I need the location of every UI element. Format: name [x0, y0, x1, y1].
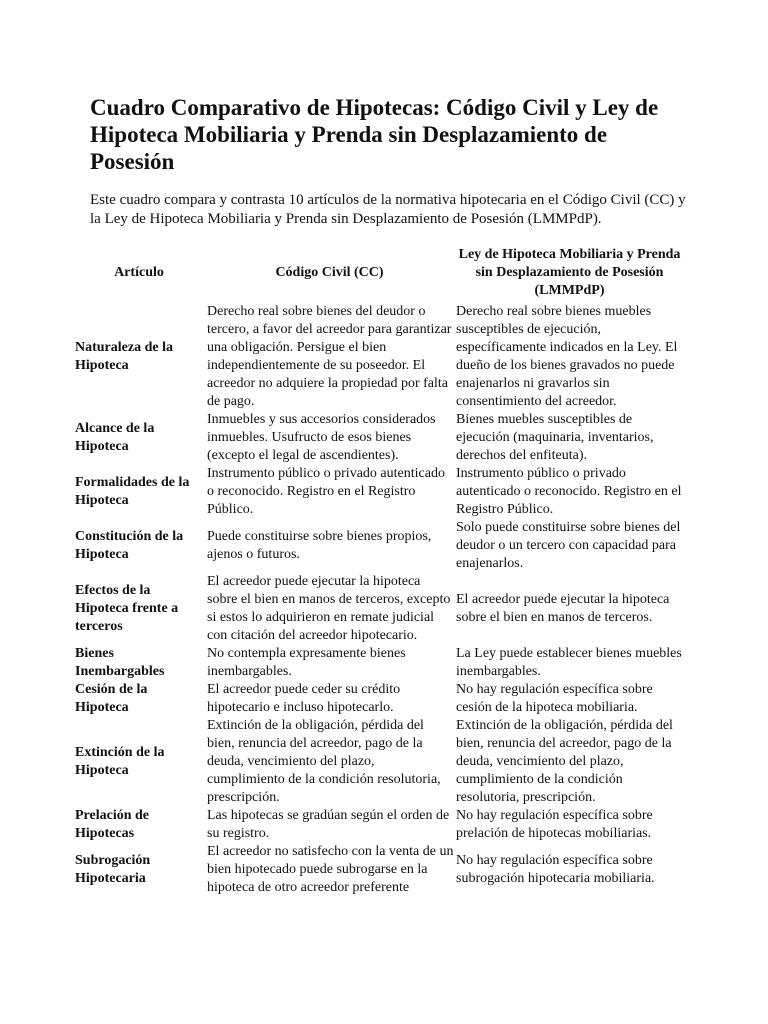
- row-lmmpdp: No hay regulación específica sobre cesión de la hipoteca mobiliaria.: [456, 682, 653, 715]
- comparison-table: [73, 245, 685, 897]
- row-lmmpdp: El acreedor puede ejecutar la hipoteca sobre el bien en manos de terceros.: [456, 592, 670, 625]
- row-lmmpdp: No hay regulación específica sobre subrogación hipotecaria mobiliaria.: [456, 853, 655, 886]
- header-codigo-civil: Código Civil (CC): [275, 265, 384, 280]
- row-cc: Derecho real sobre bienes del deudor o tercero, a favor del acreedor para garantizar una obligación. Persigue el bien independientemente de su poseedor. El acreedor no adquiere la propiedad por falta de pago.: [207, 304, 452, 409]
- table-row: [73, 465, 685, 519]
- table-row: [73, 807, 685, 843]
- row-articulo: Subrogación Hipotecaria: [75, 853, 151, 886]
- row-cc: Extinción de la obligación, pérdida del bien, renuncia del acreedor, pago de la deuda, vencimiento del plazo, cumplimiento de la condición resolutoria, prescripción.: [207, 718, 441, 805]
- header-lmmpdp: Ley de Hipoteca Mobiliaria y Prenda sin Desplazamiento de Posesión (LMMPdP): [458, 247, 681, 298]
- table-row: [73, 519, 685, 573]
- row-cc: Instrumento público o privado autenticado o reconocido. Registro en el Registro Público.: [207, 466, 445, 517]
- row-lmmpdp: Instrumento público o privado autenticado o reconocido. Registro en el Registro Público.: [456, 466, 682, 517]
- row-lmmpdp: La Ley puede establecer bienes muebles inembargables.: [456, 646, 682, 679]
- row-cc: Las hipotecas se gradúan según el orden de su registro.: [207, 808, 450, 841]
- row-lmmpdp: Solo puede constituirse sobre bienes del deudor o un tercero con capacidad para enajenarlos.: [456, 520, 681, 571]
- row-cc: El acreedor puede ceder su crédito hipotecario e incluso hipotecarlo.: [207, 682, 401, 715]
- table-row: [73, 843, 685, 897]
- row-articulo: Cesión de la Hipoteca: [75, 682, 148, 715]
- table-row: [73, 681, 685, 717]
- row-lmmpdp: Extinción de la obligación, pérdida del bien, renuncia del acreedor, pago de la deuda, vencimiento del plazo, cumplimiento de la condición resolutoria, prescripción.: [456, 718, 673, 805]
- row-articulo: Prelación de Hipotecas: [75, 808, 150, 841]
- row-cc: Puede constituirse sobre bienes propios, ajenos o futuros.: [207, 529, 432, 562]
- row-articulo: Formalidades de la Hipoteca: [75, 475, 190, 508]
- row-cc: Inmuebles y sus accesorios considerados inmuebles. Usufructo de esos bienes (excepto el legal de ascendientes).: [207, 412, 436, 463]
- row-lmmpdp: No hay regulación específica sobre prelación de hipotecas mobiliarias.: [456, 808, 653, 841]
- row-cc: El acreedor puede ejecutar la hipoteca sobre el bien en manos de terceros, excepto si estos lo adquirieron en remate judicial con citación del acreedor hipotecario.: [207, 574, 451, 643]
- document-intro: Este cuadro compara y contrasta 10 artículos de la normativa hipotecaria en el Código Civil (CC) y la Ley de Hipoteca Mobiliaria y Prenda sin Desplazamiento de Posesión (LMMPdP).: [90, 192, 686, 227]
- table-row: [73, 645, 685, 681]
- table-row: [73, 303, 685, 411]
- row-lmmpdp: Derecho real sobre bienes muebles susceptibles de ejecución, específicamente indicados en la Ley. El dueño de los bienes gravados no puede enajenarlos ni gravarlos sin consentimiento del acreedor.: [456, 304, 678, 409]
- table-header-row: [73, 245, 685, 303]
- row-articulo: Constitución de la Hipoteca: [75, 529, 184, 562]
- table-row: [73, 573, 685, 645]
- table-row: [73, 717, 685, 807]
- document-title: Cuadro Comparativo de Hipotecas: Código Civil y Ley de Hipoteca Mobiliaria y Prenda sin Desplazamiento de Posesión: [90, 95, 659, 174]
- row-articulo: Efectos de la Hipoteca frente a terceros: [75, 583, 179, 634]
- row-articulo: Extinción de la Hipoteca: [75, 745, 165, 778]
- table-row: [73, 411, 685, 465]
- row-cc: El acreedor no satisfecho con la venta de un bien hipotecado puede subrogarse en la hipoteca de otro acreedor preferente: [207, 844, 454, 895]
- row-articulo: Bienes Inembargables: [75, 646, 165, 679]
- row-cc: No contempla expresamente bienes inembargables.: [207, 646, 406, 679]
- header-articulo: Artículo: [114, 265, 164, 280]
- row-articulo: Naturaleza de la Hipoteca: [75, 340, 173, 373]
- row-lmmpdp: Bienes muebles susceptibles de ejecución (maquinaria, inventarios, derechos del enfiteuta).: [456, 412, 654, 463]
- row-articulo: Alcance de la Hipoteca: [75, 421, 155, 454]
